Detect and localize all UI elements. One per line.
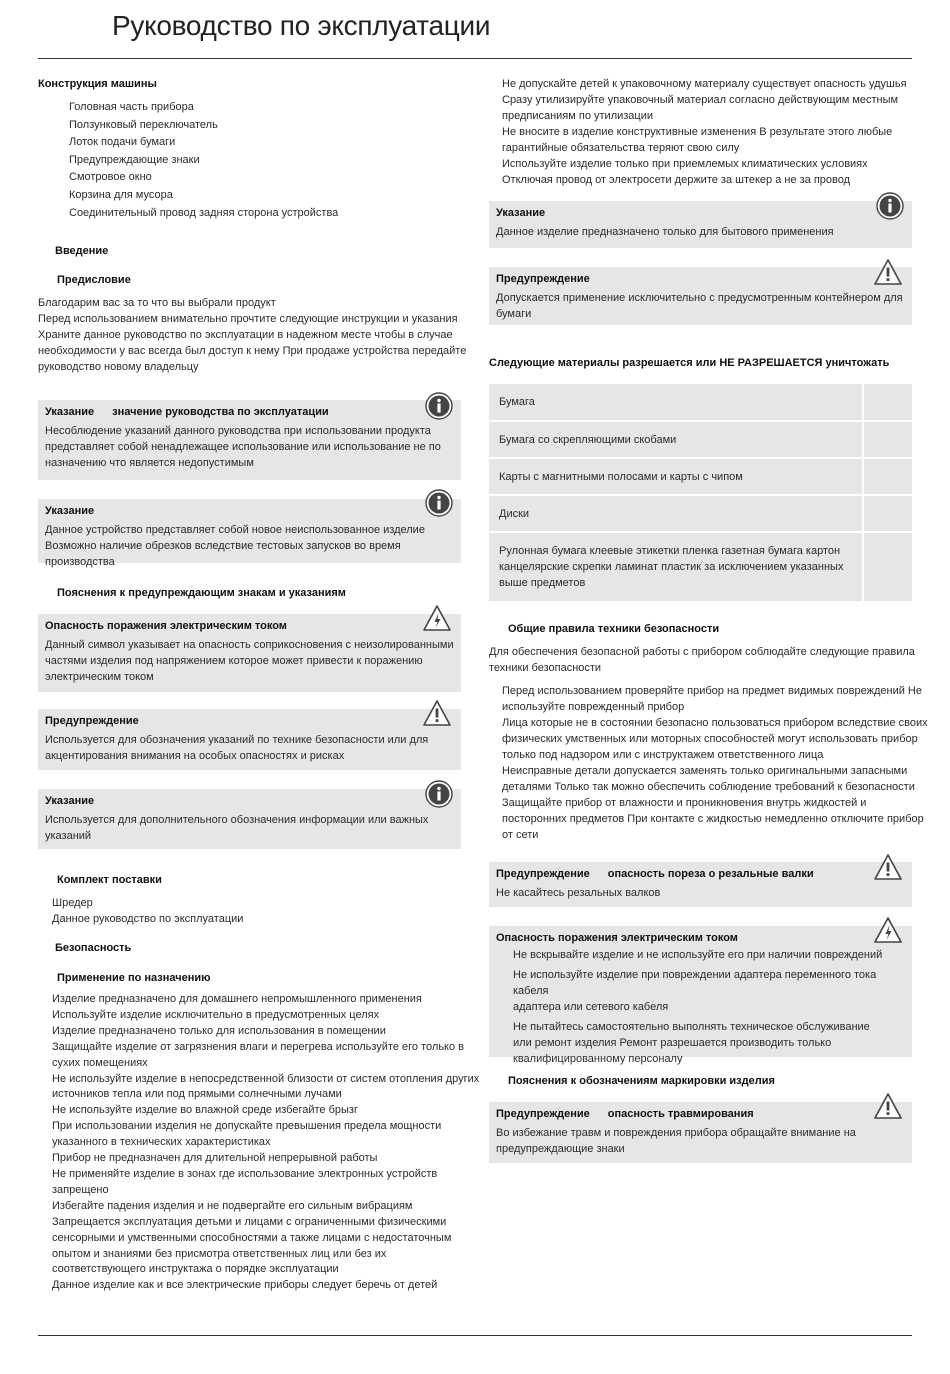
materials-table (489, 384, 912, 603)
table-row (489, 422, 912, 457)
text-line: Не пытайтесь самостоятельно выполнять техническое обслуживание (513, 1021, 870, 1033)
notice-text (45, 812, 454, 844)
text-line: Используйте изделие только при приемлемых климатических условиях (502, 158, 868, 170)
text-line: источников тепла или под прямыми солнечными лучами (52, 1088, 342, 1101)
warning-title (496, 866, 905, 882)
notice-text (496, 224, 905, 240)
material-cell (489, 384, 862, 420)
danger-box-electric-shock (38, 614, 461, 692)
info-icon (876, 192, 904, 220)
danger-text (45, 637, 454, 685)
text-line: Не вносите в изделие конструктивные изменения В результате этого любые (502, 126, 893, 138)
warning-icon (874, 1092, 902, 1120)
text-line: Допускается применение исключительно с предусмотренным контейнером для (496, 292, 903, 304)
text-line: предписаниям по утилизации (502, 110, 654, 122)
text-line: Защищайте прибор от влажности и проникновения внутрь жидкостей и (502, 797, 867, 809)
construction-heading: Конструкция машины (38, 78, 157, 90)
warning-box-cut-hazard (489, 862, 912, 907)
text-line: Не касайтесь резальных валков (496, 887, 661, 899)
notice-box-new-product (38, 499, 461, 568)
text-line: адаптера или сетевого кабеля (513, 1001, 669, 1013)
info-icon (425, 489, 453, 517)
warning-icon (874, 258, 902, 286)
page-title: Руководство по эксплуатации (112, 10, 491, 41)
safety-heading: Безопасность (55, 942, 132, 954)
electric-hazard-icon (423, 604, 451, 632)
list-item: Данное руководство по эксплуатации (52, 913, 244, 925)
warning-subject: опасность травмирования (607, 1108, 754, 1120)
text-line: Используйте изделие исключительно в предусмотренных целях (52, 1008, 380, 1021)
text-line: Карты с магнитными полосами и карты с чипом (499, 470, 743, 483)
list-item: Корзина для мусора (69, 188, 173, 201)
usage-heading: Применение по назначению (57, 972, 211, 984)
notice-title: Указание (496, 207, 546, 219)
text-line: При использовании изделия не допускайте превышения предела мощности (52, 1120, 442, 1133)
notice-box-additional-info (38, 789, 461, 849)
text-line: Бумага (499, 396, 535, 408)
allowed-mark-cell (862, 459, 912, 494)
table-row (489, 459, 912, 494)
text-line: предупреждающие знаки (496, 1143, 625, 1155)
text-line: Перед использованием проверяйте прибор на предмет видимых повреждений Не (502, 685, 922, 697)
text-line: используйте поврежденный прибор (502, 701, 685, 713)
text-line: Не допускайте детей к упаковочному материалу существует опасность удушья (502, 78, 907, 90)
text-line: запрещено (52, 1183, 109, 1196)
warning-title: Предупреждение (496, 273, 590, 285)
warning-box (38, 709, 461, 770)
text-line: только под надзором или с инструктажем ответственного лица (502, 749, 824, 761)
text-line: Во избежание травм и повреждения прибора обращайте внимание на (496, 1127, 856, 1139)
danger-box-electric-shock-rules (489, 926, 912, 1065)
warning-subject: опасность пореза о резальные валки (607, 868, 814, 880)
text-line: выше предметов (499, 577, 586, 589)
notice-title: Указание (45, 505, 95, 517)
text-line: Защищайте изделие от загрязнения влаги и перегрева используйте его только в (52, 1040, 465, 1053)
allowed-mark-cell (862, 496, 912, 531)
text-line: Данное устройство представляет собой новое неиспользованное изделие (45, 524, 425, 536)
text-line: Храните данное руководство по эксплуатации в надежном месте чтобы в случае (38, 329, 453, 341)
text-line: канцелярские скрепки ламинат пластик за исключением указанных (499, 561, 844, 573)
warning-box-injury (489, 1102, 912, 1163)
text-line: указанного в технических характеристиках (52, 1136, 271, 1149)
text-line: частями изделия под напряжением которое может привести к поражению (45, 655, 423, 667)
materials-heading: Следующие материалы разрешается или НЕ РАЗРЕШАЕТСЯ уничтожать (489, 357, 890, 369)
electric-hazard-icon (874, 916, 902, 944)
construction-list (69, 99, 338, 222)
text-line: Сразу утилизируйте упаковочный материал согласно действующим местным (502, 94, 899, 106)
general-rules (502, 683, 928, 843)
signs-heading: Пояснения к предупреждающим знакам и указаниям (57, 587, 346, 599)
list-item: Шредер (52, 897, 93, 909)
text-line: представляет собой ненадлежащее использование или использование не по (45, 441, 441, 453)
text-line: бумаги (496, 308, 532, 320)
list-item: Смотровое окно (69, 171, 152, 184)
text-line: Лица которые не в состоянии безопасно пользоваться прибором вследствие своих (502, 717, 928, 729)
warning-label: Предупреждение (496, 868, 590, 880)
warning-box-container (489, 267, 912, 325)
list-item (513, 967, 905, 1015)
text-line: соответствующего инструктажа о порядке эксплуатации (52, 1263, 339, 1276)
text-line: от сети (502, 829, 539, 841)
intro-heading: Введение (55, 245, 109, 257)
list-item: Ползунковый переключатель (69, 118, 218, 131)
notice-label: Указание (45, 406, 95, 418)
text-line: назначению что является недопустимым (45, 457, 254, 469)
text-line: Не используйте изделие при повреждении адаптера переменного тока кабеля (513, 969, 877, 997)
text-line: гарантийные обязательства теряют свою силу (502, 142, 740, 154)
preface-heading: Предисловие (57, 274, 131, 286)
warning-text (496, 290, 905, 322)
text-line: техники безопасности (489, 662, 602, 674)
allowed-mark-cell (862, 422, 912, 457)
info-icon (425, 780, 453, 808)
danger-list (496, 947, 905, 1067)
text-line: или ремонт изделия Ремонт разрешается производить только (513, 1037, 832, 1049)
text-line: Диски (499, 507, 530, 520)
material-cell (489, 533, 862, 601)
warning-icon (423, 699, 451, 727)
text-line: Бумага со скрепляющими скобами (499, 433, 677, 446)
notice-text (45, 522, 454, 570)
text-line: Прибор не предназначен для длительной непрерывной работы (52, 1152, 378, 1165)
usage-text (52, 992, 479, 1294)
text-line: Для обеспечения безопасной работы с прибором соблюдайте следующие правила (489, 646, 915, 658)
table-row (489, 384, 912, 420)
text-line: Используется для дополнительного обозначения информации или важных (45, 814, 429, 826)
material-cell (489, 459, 862, 494)
text-line: физических умственных или моторных способностей могут использовать прибор (502, 733, 918, 745)
notice-text (45, 423, 454, 471)
general-intro (489, 644, 915, 676)
list-item: Предупреждающие знаки (69, 153, 200, 166)
text-line: Изделие предназначено для домашнего непромышленного применения (52, 993, 422, 1005)
notice-box-household-use (489, 201, 912, 248)
general-heading: Общие правила техники безопасности (508, 623, 720, 635)
text-line: Возможно наличие обрезков вследствие тестовых запусков во время производства (45, 540, 401, 568)
danger-title: Опасность поражения электрическим током (45, 620, 287, 632)
text-line: Рулонная бумага клеевые этикетки пленка газетная бумага картон (499, 545, 841, 557)
warning-text (45, 732, 454, 764)
warning-text (496, 885, 905, 901)
notice-box-manual-importance (38, 400, 461, 480)
text-line: Отключая провод от электросети держите за штекер а не за провод (502, 174, 851, 186)
warning-icon (874, 853, 902, 881)
text-line: сухих помещениях (52, 1056, 148, 1069)
text-line: Не используйте изделие во влажной среде избегайте брызг (52, 1104, 358, 1117)
list-item: Лоток подачи бумаги (69, 136, 176, 149)
text-line: необходимости у вас всегда был доступ к нему При продаже устройства передайте (38, 345, 467, 357)
text-line: Не используйте изделие в непосредственной близости от систем отопления других (52, 1072, 480, 1085)
info-icon (425, 392, 453, 420)
list-item: Головная часть прибора (69, 101, 194, 113)
text-line: Благодарим вас за то что вы выбрали продукт (38, 297, 276, 309)
warning-text (496, 1125, 905, 1157)
package-list (52, 895, 243, 927)
text-line: Данное изделие предназначено только для бытового применения (496, 226, 834, 238)
header-rule (38, 58, 912, 59)
text-line: посторонних предметов При контакте с жидкостью немедленно отключите прибор (502, 813, 924, 825)
text-line: руководство новому владельцу (38, 361, 199, 373)
text-line: электрическим током (45, 671, 154, 683)
preface-text (38, 295, 466, 375)
warning-label: Предупреждение (496, 1108, 590, 1120)
footer-rule (38, 1335, 912, 1336)
list-item (513, 947, 905, 963)
text-line: акцентирования внимания на особых опасностях и рисках (45, 750, 345, 762)
material-cell (489, 496, 862, 531)
material-cell (489, 422, 862, 457)
text-line: Запрещается эксплуатация детьми и лицами с ограниченными физическими (52, 1215, 447, 1228)
text-line: Не вскрывайте изделие и не используйте его при наличии повреждений (513, 949, 883, 961)
danger-title: Опасность поражения электрическим током (496, 932, 738, 944)
text-line: Изделие предназначено только для использования в помещении (52, 1024, 386, 1037)
allowed-mark-cell (862, 384, 912, 420)
text-line: указаний (45, 830, 92, 842)
warning-title: Предупреждение (45, 715, 139, 727)
text-line: Перед использованием внимательно прочтите следующие инструкции и указания (38, 313, 458, 325)
notice-title (45, 404, 454, 420)
text-line: Неисправные детали допускается заменять только оригинальными запасными (502, 765, 908, 777)
package-heading: Комплект поставки (57, 874, 162, 886)
list-item (513, 1019, 905, 1067)
text-line: Данный символ указывает на опасность соприкосновения с неизолированными (45, 639, 454, 651)
list-item: Соединительный провод задняя сторона устройства (69, 206, 339, 219)
text-line: деталями Только так можно обеспечить соблюдение требований к безопасности (502, 781, 915, 793)
notice-title: Указание (45, 795, 95, 807)
safety-rules-top (502, 76, 907, 188)
table-row (489, 533, 912, 601)
text-line: Данное изделие как и все электрические приборы следует беречь от детей (52, 1279, 438, 1292)
warning-title (496, 1106, 905, 1122)
text-line: Несоблюдение указаний данного руководства при использовании продукта (45, 425, 431, 437)
allowed-mark-cell (862, 533, 912, 601)
text-line: Используется для обозначения указаний по технике безопасности или для (45, 734, 429, 746)
text-line: сенсорными и умственными способностями а также лицами с недостаточным (52, 1231, 452, 1244)
text-line: опытом и знаниями без присмотра ответственных лиц или без их (52, 1247, 387, 1260)
text-line: Избегайте падения изделия и не подвергайте его сильным вибрациям (52, 1199, 413, 1212)
marking-heading: Пояснения к обозначениям маркировки изделия (508, 1075, 775, 1087)
text-line: Не применяйте изделие в зонах где использование электронных устройств (52, 1167, 438, 1180)
notice-subject: значение руководства по эксплуатации (112, 406, 329, 418)
table-row (489, 496, 912, 531)
text-line: квалифицированному персоналу (513, 1053, 683, 1065)
